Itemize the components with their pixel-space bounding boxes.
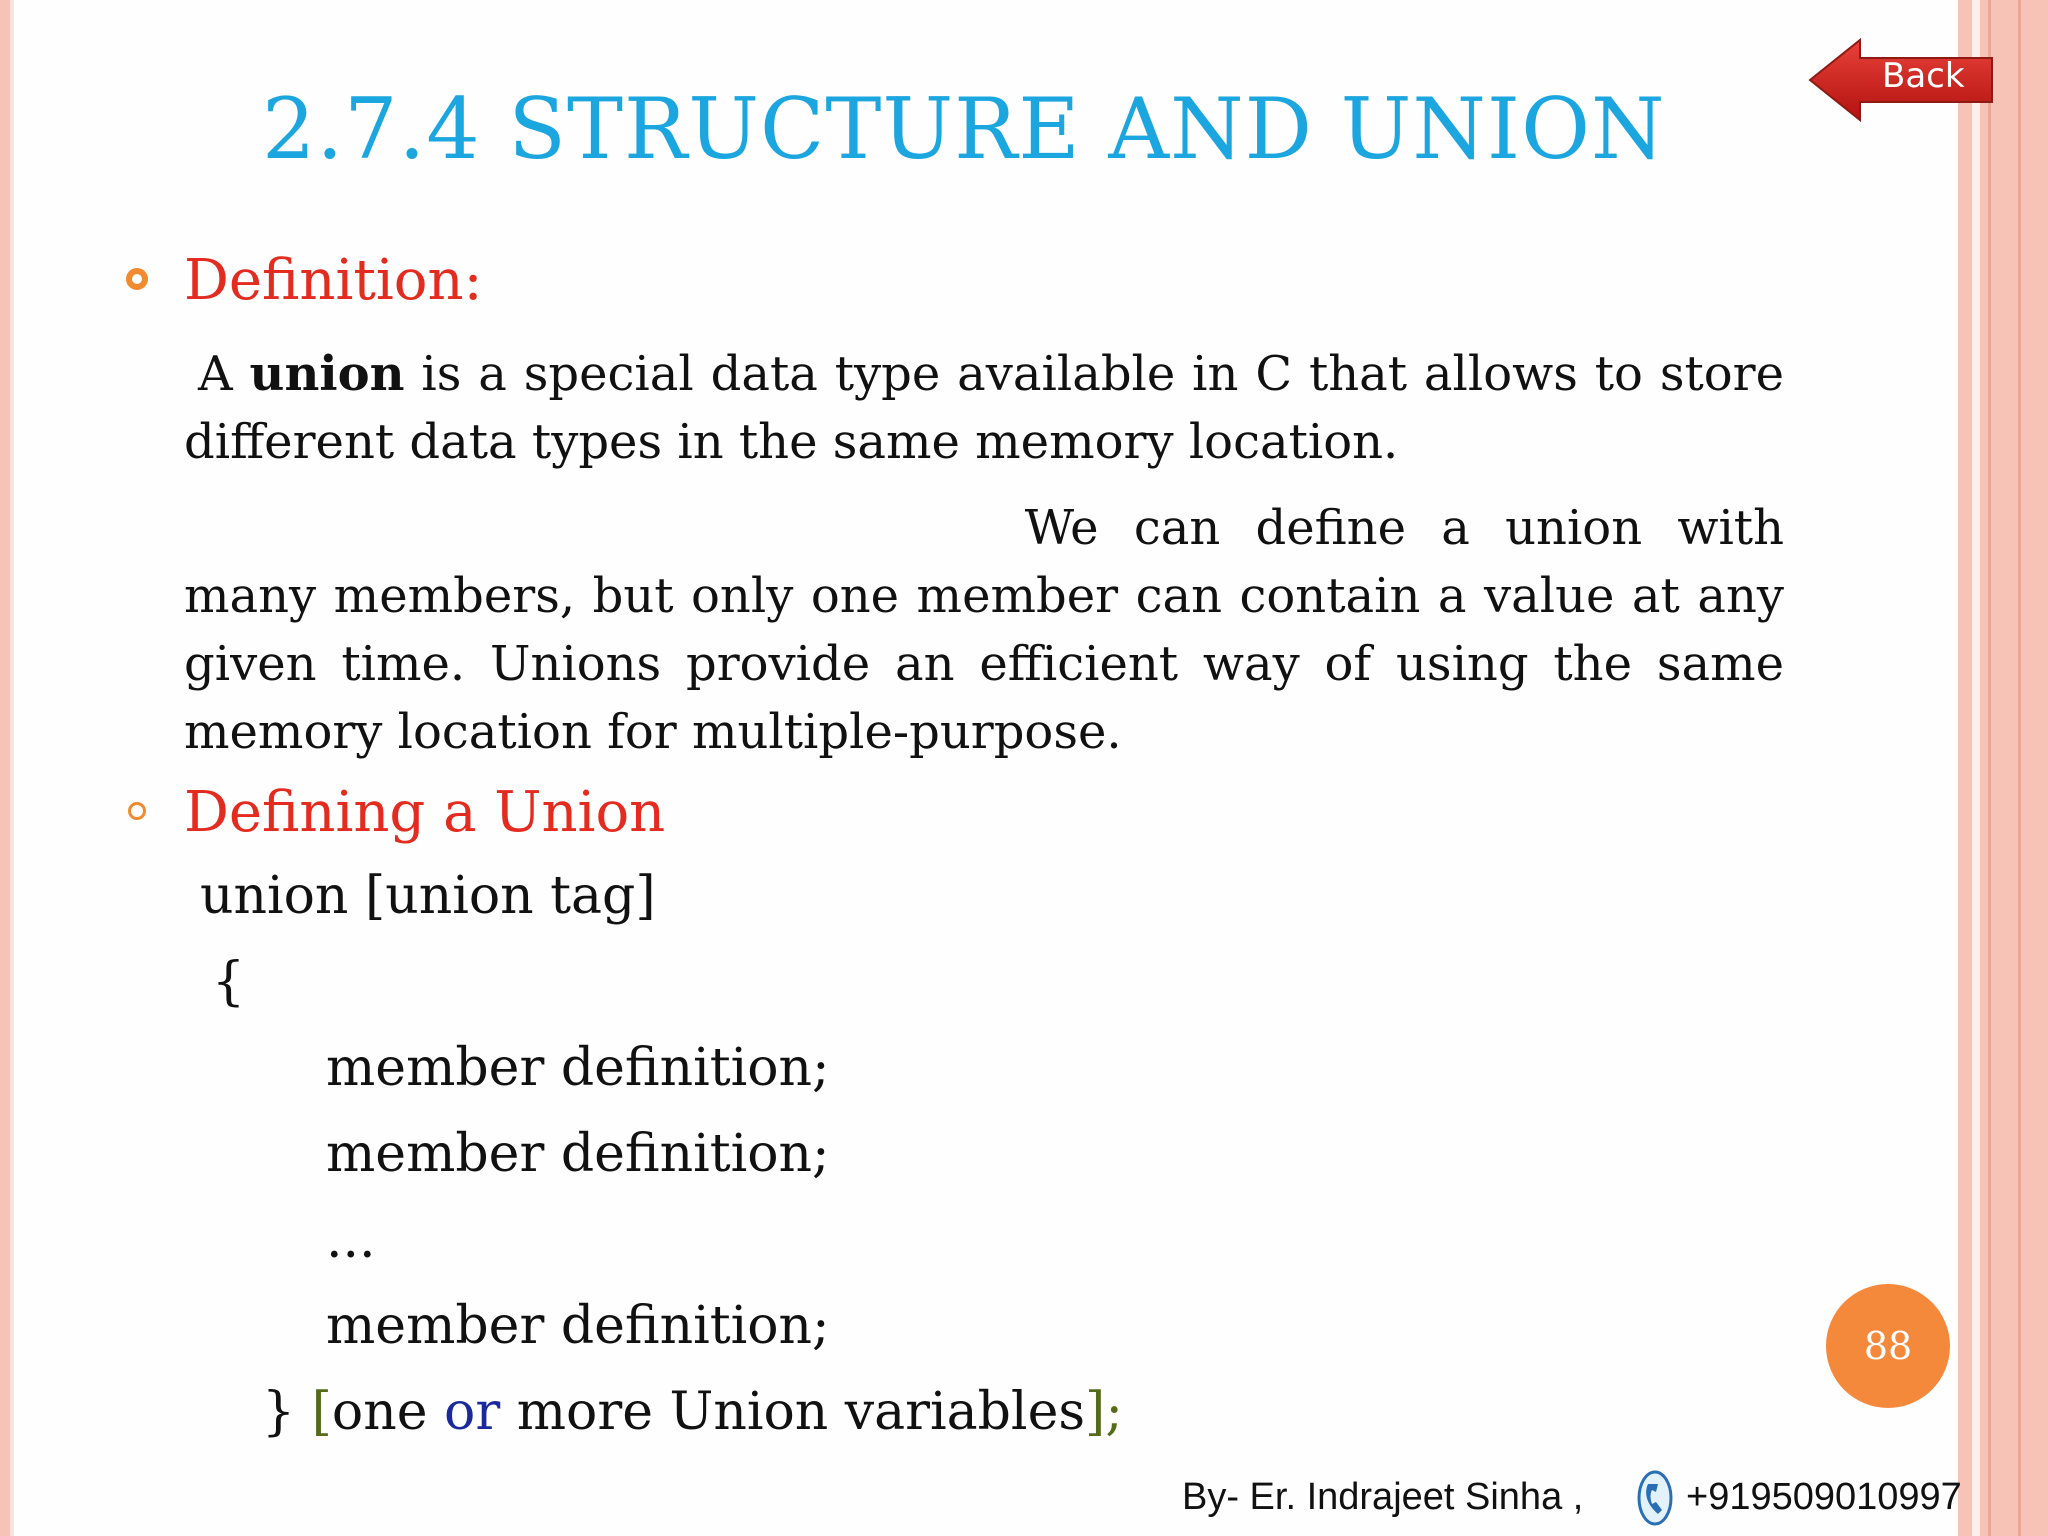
- definition-heading: Definition:: [184, 248, 483, 313]
- footer-phone: +919509010997: [1686, 1476, 1962, 1518]
- bullet-circle-icon: [126, 268, 148, 290]
- bracket-open: [: [295, 1382, 332, 1442]
- slide-title: 2.7.4 STRUCTURE AND UNION: [262, 80, 1666, 178]
- syntax-member: member definition;: [326, 1038, 830, 1098]
- left-frame-stripe: [0, 0, 10, 1536]
- para-lead: A: [198, 346, 250, 402]
- union-description-paragraph: [184, 494, 1784, 766]
- left-frame-inner-stripe: [10, 0, 14, 1536]
- union-keyword: union: [249, 346, 405, 402]
- para-text: many members, but only one member can contain a value at any given time. Unions provide an efficient way of using the same memory location for multiple-purpose.: [184, 568, 1784, 760]
- sub-bullet-circle-icon: [128, 802, 146, 820]
- frame-line: [2018, 0, 2021, 1536]
- phone-icon: [1636, 1468, 1674, 1528]
- syntax-member: member definition;: [326, 1296, 830, 1356]
- defining-union-heading: Defining a Union: [184, 780, 666, 845]
- frame-line: [1972, 0, 1980, 1536]
- or-keyword: or: [444, 1382, 501, 1442]
- definition-paragraph: [184, 340, 1784, 476]
- frame-line: [1988, 0, 1991, 1536]
- syntax-member: member definition;: [326, 1124, 830, 1184]
- syntax-ellipsis: ...: [326, 1210, 376, 1270]
- bracket-close: ];: [1085, 1382, 1123, 1442]
- syntax-line-union: union [union tag]: [200, 866, 656, 926]
- footer-author: By- Er. Indrajeet Sinha ,: [1182, 1476, 1584, 1518]
- syntax-open-brace: {: [212, 952, 246, 1012]
- right-frame: [1958, 0, 2048, 1536]
- para-text: is a special data type available in C that allows to store different data types in the same memory location.: [184, 346, 1784, 470]
- variables-text: one: [331, 1382, 445, 1442]
- close-brace: }: [262, 1382, 296, 1442]
- back-button[interactable]: [1806, 36, 1996, 124]
- back-button-label: Back: [1882, 56, 1965, 96]
- para-first-line: We can define a union with: [1024, 500, 1784, 556]
- variables-text: more Union variables: [500, 1382, 1086, 1442]
- page-number-badge: 88: [1826, 1284, 1950, 1408]
- syntax-close-line: [262, 1382, 1123, 1442]
